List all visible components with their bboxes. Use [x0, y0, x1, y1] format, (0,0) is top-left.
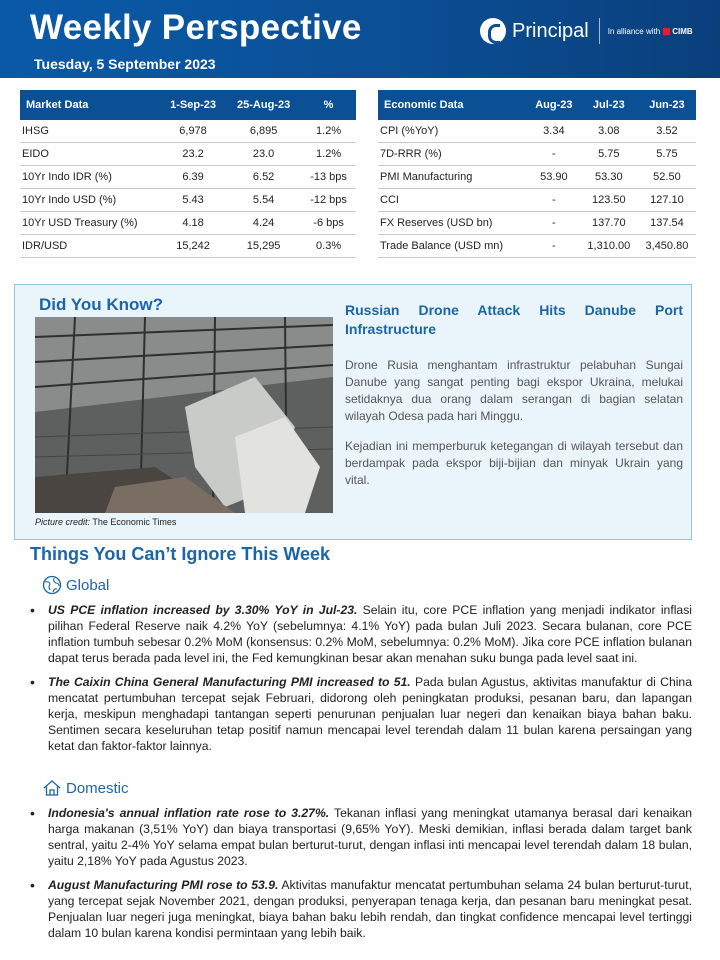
table-cell: IHSG — [20, 120, 160, 143]
economic-header-0: Economic Data — [378, 90, 528, 120]
domestic-subheading — [42, 778, 129, 798]
table-cell: 1,310.00 — [580, 235, 638, 258]
page-date: Tuesday, 5 September 2023 — [34, 56, 216, 72]
table-cell: 4.18 — [160, 212, 226, 235]
economic-header-1: Aug-23 — [528, 90, 580, 120]
global-news-list — [28, 602, 692, 754]
table-cell: 127.10 — [638, 189, 696, 212]
market-data-table — [20, 90, 356, 258]
news-headline: The Caixin China General Manufacturing PMI increased to 51. — [48, 675, 411, 689]
economic-data-table — [378, 90, 696, 258]
globe-icon — [42, 575, 62, 595]
table-cell: 10Yr Indo USD (%) — [20, 189, 160, 212]
market-header-2: 25-Aug-23 — [226, 90, 301, 120]
table-row — [378, 212, 696, 235]
news-headline: August Manufacturing PMI rose to 53.9. — [48, 878, 279, 892]
table-cell: - — [528, 235, 580, 258]
table-cell: CPI (%YoY) — [378, 120, 528, 143]
news-headline: US PCE inflation increased by 3.30% YoY in Jul-23. — [48, 603, 358, 617]
table-cell: IDR/USD — [20, 235, 160, 258]
table-cell: 23.0 — [226, 143, 301, 166]
did-you-know-heading: Did You Know? — [39, 295, 164, 314]
header-banner — [0, 0, 720, 78]
news-text: Tekanan inflasi yang meningkat utamanya berasal dari kenaikan harga makanan (3,51% YoY) dan biaya transportasi (9,65% YoY). Meski demikian, inflasi berada dalam target bank sentral, yaitu 2-4% YoY selama empat bulan berturut-turut, dengan inflasi inti mencapai level terendah dalam 18 bulan, yaitu 2,18% YoY pada Agustus 2023. — [48, 806, 692, 868]
news-headline: Indonesia's annual inflation rate rose to 3.27%. — [48, 806, 330, 820]
principal-logo — [480, 18, 693, 44]
table-cell: -6 bps — [301, 212, 356, 235]
table-cell: 15,295 — [226, 235, 301, 258]
economic-header-2: Jul-23 — [580, 90, 638, 120]
table-cell: FX Reserves (USD bn) — [378, 212, 528, 235]
table-cell: 123.50 — [580, 189, 638, 212]
news-text: Aktivitas manufaktur mencatat pertumbuhan selama 24 bulan berturut-turut, yang tercepat sejak November 2021, dengan produksi, penyerapan tenaga kerja, dan pesanan baru meningkat pesat. Penjualan luar negeri juga meningkat, biaya bahan baku lebih rendah, dan tingkat confidence mencapai level tertinggi dalam 10 bulan karena kondisi permintaan yang lebih baik. — [48, 878, 692, 940]
damaged-warehouse-image — [35, 317, 333, 513]
table-row — [20, 166, 356, 189]
table-cell: 5.43 — [160, 189, 226, 212]
table-cell: 137.70 — [580, 212, 638, 235]
table-cell: 1.2% — [301, 143, 356, 166]
things-heading: Things You Can’t Ignore This Week — [30, 544, 331, 564]
market-header-3: % — [301, 90, 356, 120]
table-cell: 6.52 — [226, 166, 301, 189]
table-cell: 5.75 — [638, 143, 696, 166]
table-cell: PMI Manufacturing — [378, 166, 528, 189]
table-row — [378, 143, 696, 166]
table-cell: 3.52 — [638, 120, 696, 143]
table-cell: EIDO — [20, 143, 160, 166]
market-header-1: 1-Sep-23 — [160, 90, 226, 120]
table-cell: 5.75 — [580, 143, 638, 166]
table-row — [20, 212, 356, 235]
table-cell: 5.54 — [226, 189, 301, 212]
home-icon — [42, 778, 62, 798]
table-cell: 4.24 — [226, 212, 301, 235]
table-cell: - — [528, 189, 580, 212]
global-subheading — [42, 575, 109, 595]
cimb-logo: CIMB — [663, 27, 692, 36]
table-row — [20, 120, 356, 143]
table-cell: -12 bps — [301, 189, 356, 212]
list-item — [28, 674, 692, 754]
global-label: Global — [66, 576, 110, 594]
table-cell: - — [528, 212, 580, 235]
table-cell: 6.39 — [160, 166, 226, 189]
table-row — [378, 235, 696, 258]
table-cell: 10Yr USD Treasury (%) — [20, 212, 160, 235]
table-cell: 3,450.80 — [638, 235, 696, 258]
table-row — [378, 120, 696, 143]
table-row — [378, 166, 696, 189]
article-paragraph-1: Drone Rusia menghantam infrastruktur pelabuhan Sungai Danube yang sangat penting bagi ekspor Ukraina, melukai setidaknya dua orang dalam serangan di bagian selatan wilayah Odesa pada hari Minggu. — [345, 358, 683, 423]
list-item — [28, 877, 692, 941]
table-cell: - — [528, 143, 580, 166]
table-cell: Trade Balance (USD mn) — [378, 235, 528, 258]
domestic-label: Domestic — [66, 779, 129, 797]
logo-brand: Principal — [512, 19, 589, 42]
table-cell: 3.34 — [528, 120, 580, 143]
picture-credit — [35, 517, 176, 527]
list-item — [28, 805, 692, 869]
article-paragraph-2: Kejadian ini memperburuk ketegangan di wilayah tersebut dan berdampak pada ekspor biji-bijian dan minyak Ukrain yang vital. — [345, 439, 683, 487]
table-cell: -13 bps — [301, 166, 356, 189]
table-cell: 6,978 — [160, 120, 226, 143]
logo-alliance: In alliance with — [607, 26, 661, 36]
table-cell: 1.2% — [301, 120, 356, 143]
table-cell: 6,895 — [226, 120, 301, 143]
table-cell: 53.90 — [528, 166, 580, 189]
table-cell: CCI — [378, 189, 528, 212]
table-cell: 52.50 — [638, 166, 696, 189]
news-text: Pada bulan Agustus, aktivitas manufaktur di China mencatat pertumbuhan tercepat sejak Februari, didorong oleh peningkatan produksi, pesanan baru, dan lapangan kerja, meskipun menghadapi tantangan seperti penurunan penjualan luar negeri dan kenaikan biaya bahan baku. Sentimen secara keseluruhan tetap positif namun mencapai level terendah dalam 11 bulan karena persaingan yang ketat dan faktor-faktor lainnya. — [48, 675, 692, 753]
table-cell: 7D-RRR (%) — [378, 143, 528, 166]
article-title: Russian Drone Attack Hits Danube Port Infrastructure — [345, 302, 683, 337]
credit-source: The Economic Times — [92, 517, 177, 527]
news-text: Selain itu, core PCE inflation yang menjadi indikator inflasi pilihan Federal Reserve naik 4.2% YoY (sebelumnya: 4.1% YoY) pada bulan Juli 2023. Secara bulanan, core PCE inflation tumbuh sebesar 0.2% MoM (konsensus: 0.2% MoM, sebelumnya: 0.2% MoM). Jika core PCE inflation bulanan dapat terus berada pada level ini, the Fed kemungkinan besar akan menahan suku bunga pada level saat ini. — [48, 603, 692, 665]
table-row — [378, 189, 696, 212]
list-item — [28, 602, 692, 666]
table-row — [20, 235, 356, 258]
table-row — [20, 189, 356, 212]
market-header-0: Market Data — [20, 90, 160, 120]
table-cell: 53.30 — [580, 166, 638, 189]
principal-logo-icon — [480, 18, 506, 44]
domestic-news-list — [28, 805, 692, 941]
credit-label: Picture credit: — [35, 517, 91, 527]
logo-separator — [599, 18, 600, 44]
table-cell: 3.08 — [580, 120, 638, 143]
page-title: Weekly Perspective — [30, 8, 362, 47]
table-cell: 0.3% — [301, 235, 356, 258]
news-photo — [35, 317, 333, 513]
table-cell: 137.54 — [638, 212, 696, 235]
table-cell: 10Yr Indo IDR (%) — [20, 166, 160, 189]
table-cell: 15,242 — [160, 235, 226, 258]
economic-header-3: Jun-23 — [638, 90, 696, 120]
table-cell: 23.2 — [160, 143, 226, 166]
did-you-know-box — [14, 284, 692, 540]
table-row — [20, 143, 356, 166]
